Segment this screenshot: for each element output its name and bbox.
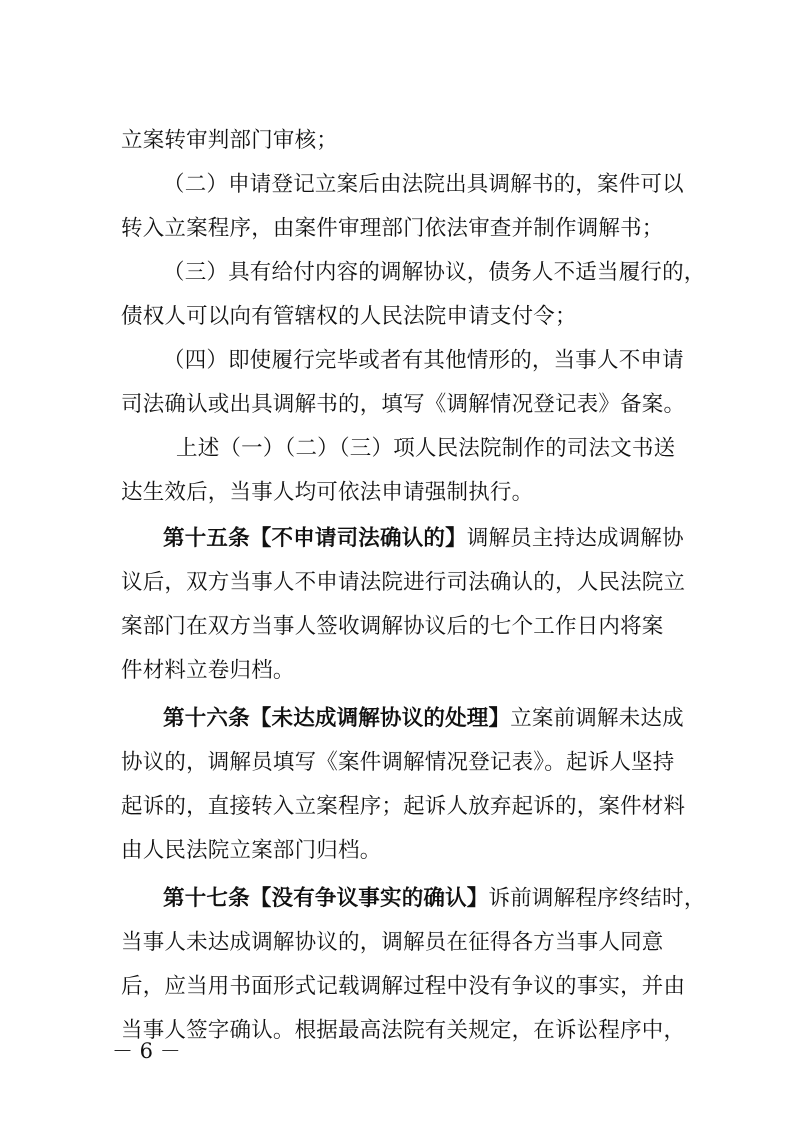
article-17-first-line (163, 877, 706, 921)
paragraph-line: 立案转审判部门审核； (121, 128, 339, 153)
paragraph-line: 后，应当用书面形式记载调解过程中没有争议的事实，并由 (121, 974, 686, 999)
paragraph-line: （三）具有给付内容的调解协议，债务人不适当履行的， (163, 260, 706, 285)
article-15-heading: 第十五条【不申请司法确认的】 (163, 526, 467, 551)
article-15-first-line (163, 517, 683, 561)
article-16-text: 立案前调解未达成 (510, 706, 684, 731)
paragraph-line: 起诉的，直接转入立案程序；起诉人放弃起诉的，案件材料 (121, 794, 686, 819)
article-17-text: 诉前调解程序终结时， (488, 886, 706, 911)
article-16-first-line (163, 697, 683, 741)
paragraph-line: 由人民法院立案部门归档。 (121, 838, 382, 863)
paragraph-line: （四）即使履行完毕或者有其他情形的，当事人不申请 (163, 348, 684, 373)
paragraph-line: 上述（一）（二）（三）项人民法院制作的司法文书送 (176, 436, 676, 461)
paragraph-line: 债权人可以向有管辖权的人民法院申请支付令； (121, 304, 577, 329)
paragraph-line: 案部门在双方当事人签收调解协议后的七个工作日内将案 (121, 614, 664, 639)
article-16-heading: 第十六条【未达成调解协议的处理】 (163, 706, 511, 731)
paragraph-line: 达生效后，当事人均可依法申请强制执行。 (121, 480, 534, 505)
paragraph-line: 当事人签字确认。根据最高法院有关规定，在诉讼程序中， (121, 1018, 686, 1043)
paragraph-line: 协议的，调解员填写《案件调解情况登记表》。起诉人坚持 (121, 750, 675, 775)
page-number: － 6 － (112, 1039, 181, 1063)
paragraph-line: 件材料立卷归档。 (121, 658, 295, 683)
paragraph-line: 转入立案程序，由案件审理部门依法审查并制作调解书； (121, 216, 664, 241)
paragraph-line: 当事人未达成调解协议的，调解员在征得各方当事人同意 (121, 930, 664, 955)
article-15-text: 调解员主持达成调解协 (466, 526, 684, 551)
article-17-heading: 第十七条【没有争议事实的确认】 (163, 886, 489, 911)
paragraph-line: （二）申请登记立案后由法院出具调解书的，案件可以 (163, 172, 684, 197)
paragraph-line: 司法确认或出具调解书的，填写《调解情况登记表》备案。 (121, 392, 686, 417)
paragraph-line: 议后，双方当事人不申请法院进行司法确认的，人民法院立 (121, 570, 686, 595)
